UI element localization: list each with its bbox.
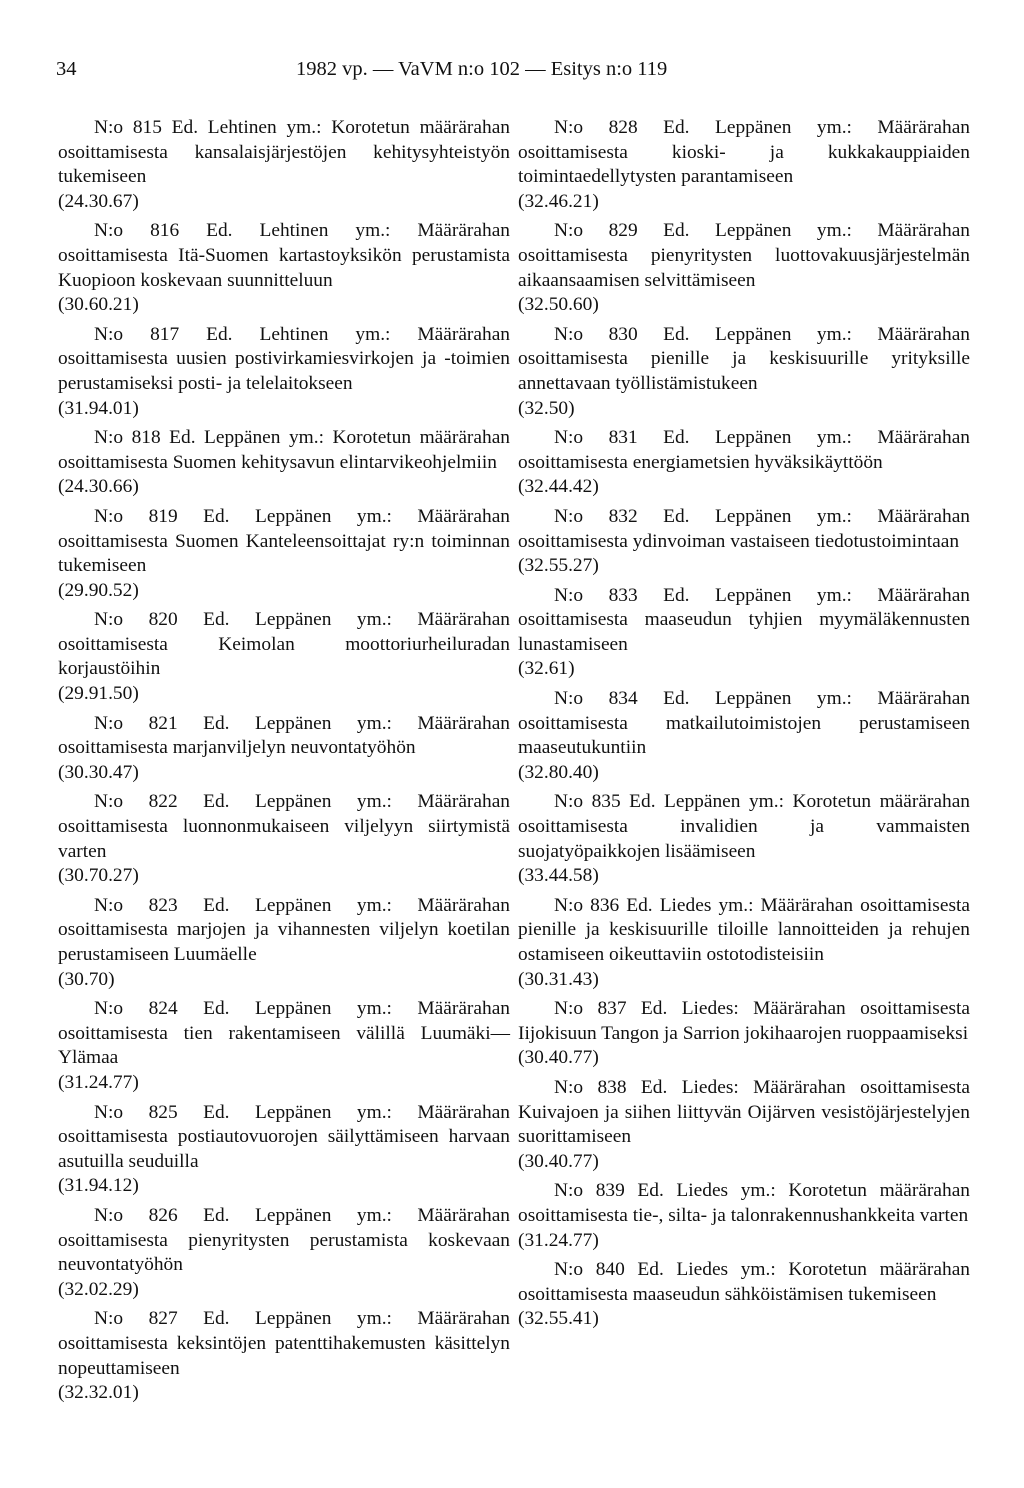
motion-entry bbox=[518, 997, 970, 1071]
motion-entry bbox=[58, 323, 510, 421]
page-number: 34 bbox=[56, 58, 77, 80]
motion-text: N:o 825 Ed. Leppänen ym.: Määrärahan osoittamisesta postiautovuorojen säilyttämiseen harvaan asutuilla seuduilla bbox=[58, 1101, 510, 1172]
motion-entry bbox=[518, 219, 970, 317]
motion-text: N:o 839 Ed. Liedes ym.: Korotetun määrärahan osoittamisesta tie-, silta- ja talonrakennushankkeita varten bbox=[518, 1180, 970, 1226]
motion-entry bbox=[518, 1179, 970, 1253]
budget-reference: (32.46.21) bbox=[518, 190, 599, 212]
budget-reference: (30.40.77) bbox=[518, 1150, 599, 1172]
motion-entry bbox=[518, 116, 970, 214]
motion-entry bbox=[58, 997, 510, 1095]
motion-text: N:o 818 Ed. Leppänen ym.: Korotetun määrärahan osoittamisesta Suomen kehitysavun elintarvikeohjelmiin bbox=[58, 427, 510, 473]
motion-entry bbox=[518, 1258, 970, 1332]
motion-text: N:o 819 Ed. Leppänen ym.: Määrärahan osoittamisesta Suomen Kanteleensoittajat ry:n toiminnan tukemiseen bbox=[58, 505, 510, 577]
motion-text: N:o 835 Ed. Leppänen ym.: Korotetun määrärahan osoittamisesta invalidien ja vammaisten suojatyöpaikkojen lisäämiseen bbox=[518, 791, 970, 862]
motion-text: N:o 827 Ed. Leppänen ym.: Määrärahan osoittamisesta keksintöjen patenttihakemusten käsittelyn nopeuttamiseen bbox=[58, 1308, 510, 1379]
budget-reference: (30.31.43) bbox=[518, 968, 599, 990]
motion-text: N:o 840 Ed. Liedes ym.: Korotetun määrärahan osoittamisesta maaseudun sähköistämisen tukemiseen bbox=[518, 1259, 970, 1305]
motion-text: N:o 815 Ed. Lehtinen ym.: Korotetun määrärahan osoittamisesta kansalaisjärjestöjen kehitysyhteistyön tukemiseen bbox=[58, 117, 510, 188]
motion-text: N:o 834 Ed. Leppänen ym.: Määrärahan osoittamisesta matkailutoimistojen perustamiseen maaseutukuntiin bbox=[518, 688, 970, 759]
motion-entry bbox=[58, 790, 510, 888]
budget-reference: (32.80.40) bbox=[518, 761, 599, 783]
motion-text: N:o 830 Ed. Leppänen ym.: Määrärahan osoittamisesta pienille ja keskisuurille yrityksille annettavaan työllistämistukeen bbox=[518, 323, 970, 394]
motion-entry bbox=[58, 505, 510, 603]
motion-entry bbox=[58, 1101, 510, 1199]
motion-entry bbox=[58, 712, 510, 786]
motion-entry bbox=[518, 687, 970, 785]
budget-reference: (32.02.29) bbox=[58, 1278, 139, 1300]
motion-entry bbox=[58, 1204, 510, 1302]
budget-reference: (24.30.67) bbox=[58, 190, 139, 212]
budget-reference: (31.94.12) bbox=[58, 1175, 139, 1197]
right-column bbox=[518, 116, 970, 1337]
motion-entry bbox=[518, 323, 970, 421]
motion-text: N:o 829 Ed. Leppänen ym.: Määrärahan osoittamisesta pienyritysten luottovakuusjärjestelmän aikaansaamisen selvittämiseen bbox=[518, 220, 970, 291]
motion-entry bbox=[58, 219, 510, 317]
motion-entry bbox=[58, 894, 510, 992]
motion-text: N:o 828 Ed. Leppänen ym.: Määrärahan osoittamisesta kioski- ja kukkakauppiaiden toimintaedellytysten parantamiseen bbox=[518, 117, 970, 188]
motion-text: N:o 817 Ed. Lehtinen ym.: Määrärahan osoittamisesta uusien postivirkamiesvirkojen ja -toimien perustamiseksi posti- ja telelaitokseen bbox=[58, 323, 510, 394]
budget-reference: (30.60.21) bbox=[58, 294, 139, 316]
motion-entry bbox=[58, 1307, 510, 1405]
budget-reference: (32.61) bbox=[518, 658, 575, 680]
motion-text: N:o 831 Ed. Leppänen ym.: Määrärahan osoittamisesta energiametsien hyväksikäyttöön bbox=[518, 427, 970, 473]
motion-entry bbox=[58, 116, 510, 214]
motion-text: N:o 816 Ed. Lehtinen ym.: Määrärahan osoittamisesta Itä-Suomen kartastoyksikön perustamista Kuopioon koskevaan suunnitteluun bbox=[58, 220, 510, 291]
motion-entry bbox=[518, 790, 970, 888]
running-head: 1982 vp. — VaVM n:o 102 — Esitys n:o 119 bbox=[296, 58, 668, 80]
motion-text: N:o 833 Ed. Leppänen ym.: Määrärahan osoittamisesta maaseudun tyhjien myymäläkennusten lunastamiseen bbox=[518, 584, 970, 655]
motion-entry bbox=[58, 608, 510, 706]
motion-entry bbox=[518, 426, 970, 500]
budget-reference: (32.32.01) bbox=[58, 1382, 139, 1404]
budget-reference: (32.55.41) bbox=[518, 1308, 599, 1330]
motion-entry bbox=[518, 1076, 970, 1174]
motion-text: N:o 824 Ed. Leppänen ym.: Määrärahan osoittamisesta tien rakentamiseen välillä Luumäki—Ylämaa bbox=[58, 998, 510, 1069]
budget-reference: (32.44.42) bbox=[518, 476, 599, 498]
motion-text: N:o 822 Ed. Leppänen ym.: Määrärahan osoittamisesta luonnonmukaiseen viljelyyn siirtymistä varten bbox=[58, 791, 510, 862]
motion-text: N:o 836 Ed. Liedes ym.: Määrärahan osoittamisesta pienille ja keskisuurille tiloille lannoitteiden ja rehujen ostamiseen oikeuttaviin ostotodisteisiin bbox=[518, 894, 970, 965]
budget-reference: (32.50) bbox=[518, 397, 575, 419]
budget-reference: (32.55.27) bbox=[518, 555, 599, 577]
budget-reference: (30.70.27) bbox=[58, 865, 139, 887]
budget-reference: (31.24.77) bbox=[518, 1229, 599, 1251]
motion-entry bbox=[58, 426, 510, 500]
motion-entry bbox=[518, 894, 970, 992]
budget-reference: (29.91.50) bbox=[58, 683, 139, 705]
motion-text: N:o 826 Ed. Leppänen ym.: Määrärahan osoittamisesta pienyritysten perustamista koskevaan neuvontatyöhön bbox=[58, 1204, 510, 1276]
motion-text: N:o 823 Ed. Leppänen ym.: Määrärahan osoittamisesta marjojen ja vihannesten viljelyn koetilan perustamiseen Luumäelle bbox=[58, 894, 510, 965]
motion-entry bbox=[518, 584, 970, 682]
budget-reference: (30.70) bbox=[58, 968, 115, 990]
budget-reference: (31.24.77) bbox=[58, 1071, 139, 1093]
budget-reference: (30.30.47) bbox=[58, 761, 139, 783]
page-header bbox=[56, 58, 976, 88]
motion-text: N:o 832 Ed. Leppänen ym.: Määrärahan osoittamisesta ydinvoiman vastaiseen tiedotustoimintaan bbox=[518, 505, 970, 552]
motion-text: N:o 838 Ed. Liedes: Määrärahan osoittamisesta Kuivajoen ja siihen liittyvän Oijärven vesistöjärjestelyjen suorittamiseen bbox=[518, 1076, 970, 1148]
budget-reference: (30.40.77) bbox=[518, 1047, 599, 1069]
motion-text: N:o 820 Ed. Leppänen ym.: Määrärahan osoittamisesta Keimolan moottoriurheiluradan korjaustöihin bbox=[58, 609, 510, 680]
motion-text: N:o 837 Ed. Liedes: Määrärahan osoittamisesta Iijokisuun Tangon ja Sarrion jokihaarojen ruoppaamiseksi bbox=[518, 998, 970, 1044]
budget-reference: (24.30.66) bbox=[58, 476, 139, 498]
budget-reference: (33.44.58) bbox=[518, 865, 599, 887]
budget-reference: (31.94.01) bbox=[58, 397, 139, 419]
motion-entry bbox=[518, 505, 970, 579]
budget-reference: (32.50.60) bbox=[518, 294, 599, 316]
left-column bbox=[58, 116, 510, 1411]
motion-text: N:o 821 Ed. Leppänen ym.: Määrärahan osoittamisesta marjanviljelyn neuvontatyöhön bbox=[58, 712, 510, 759]
budget-reference: (29.90.52) bbox=[58, 579, 139, 601]
